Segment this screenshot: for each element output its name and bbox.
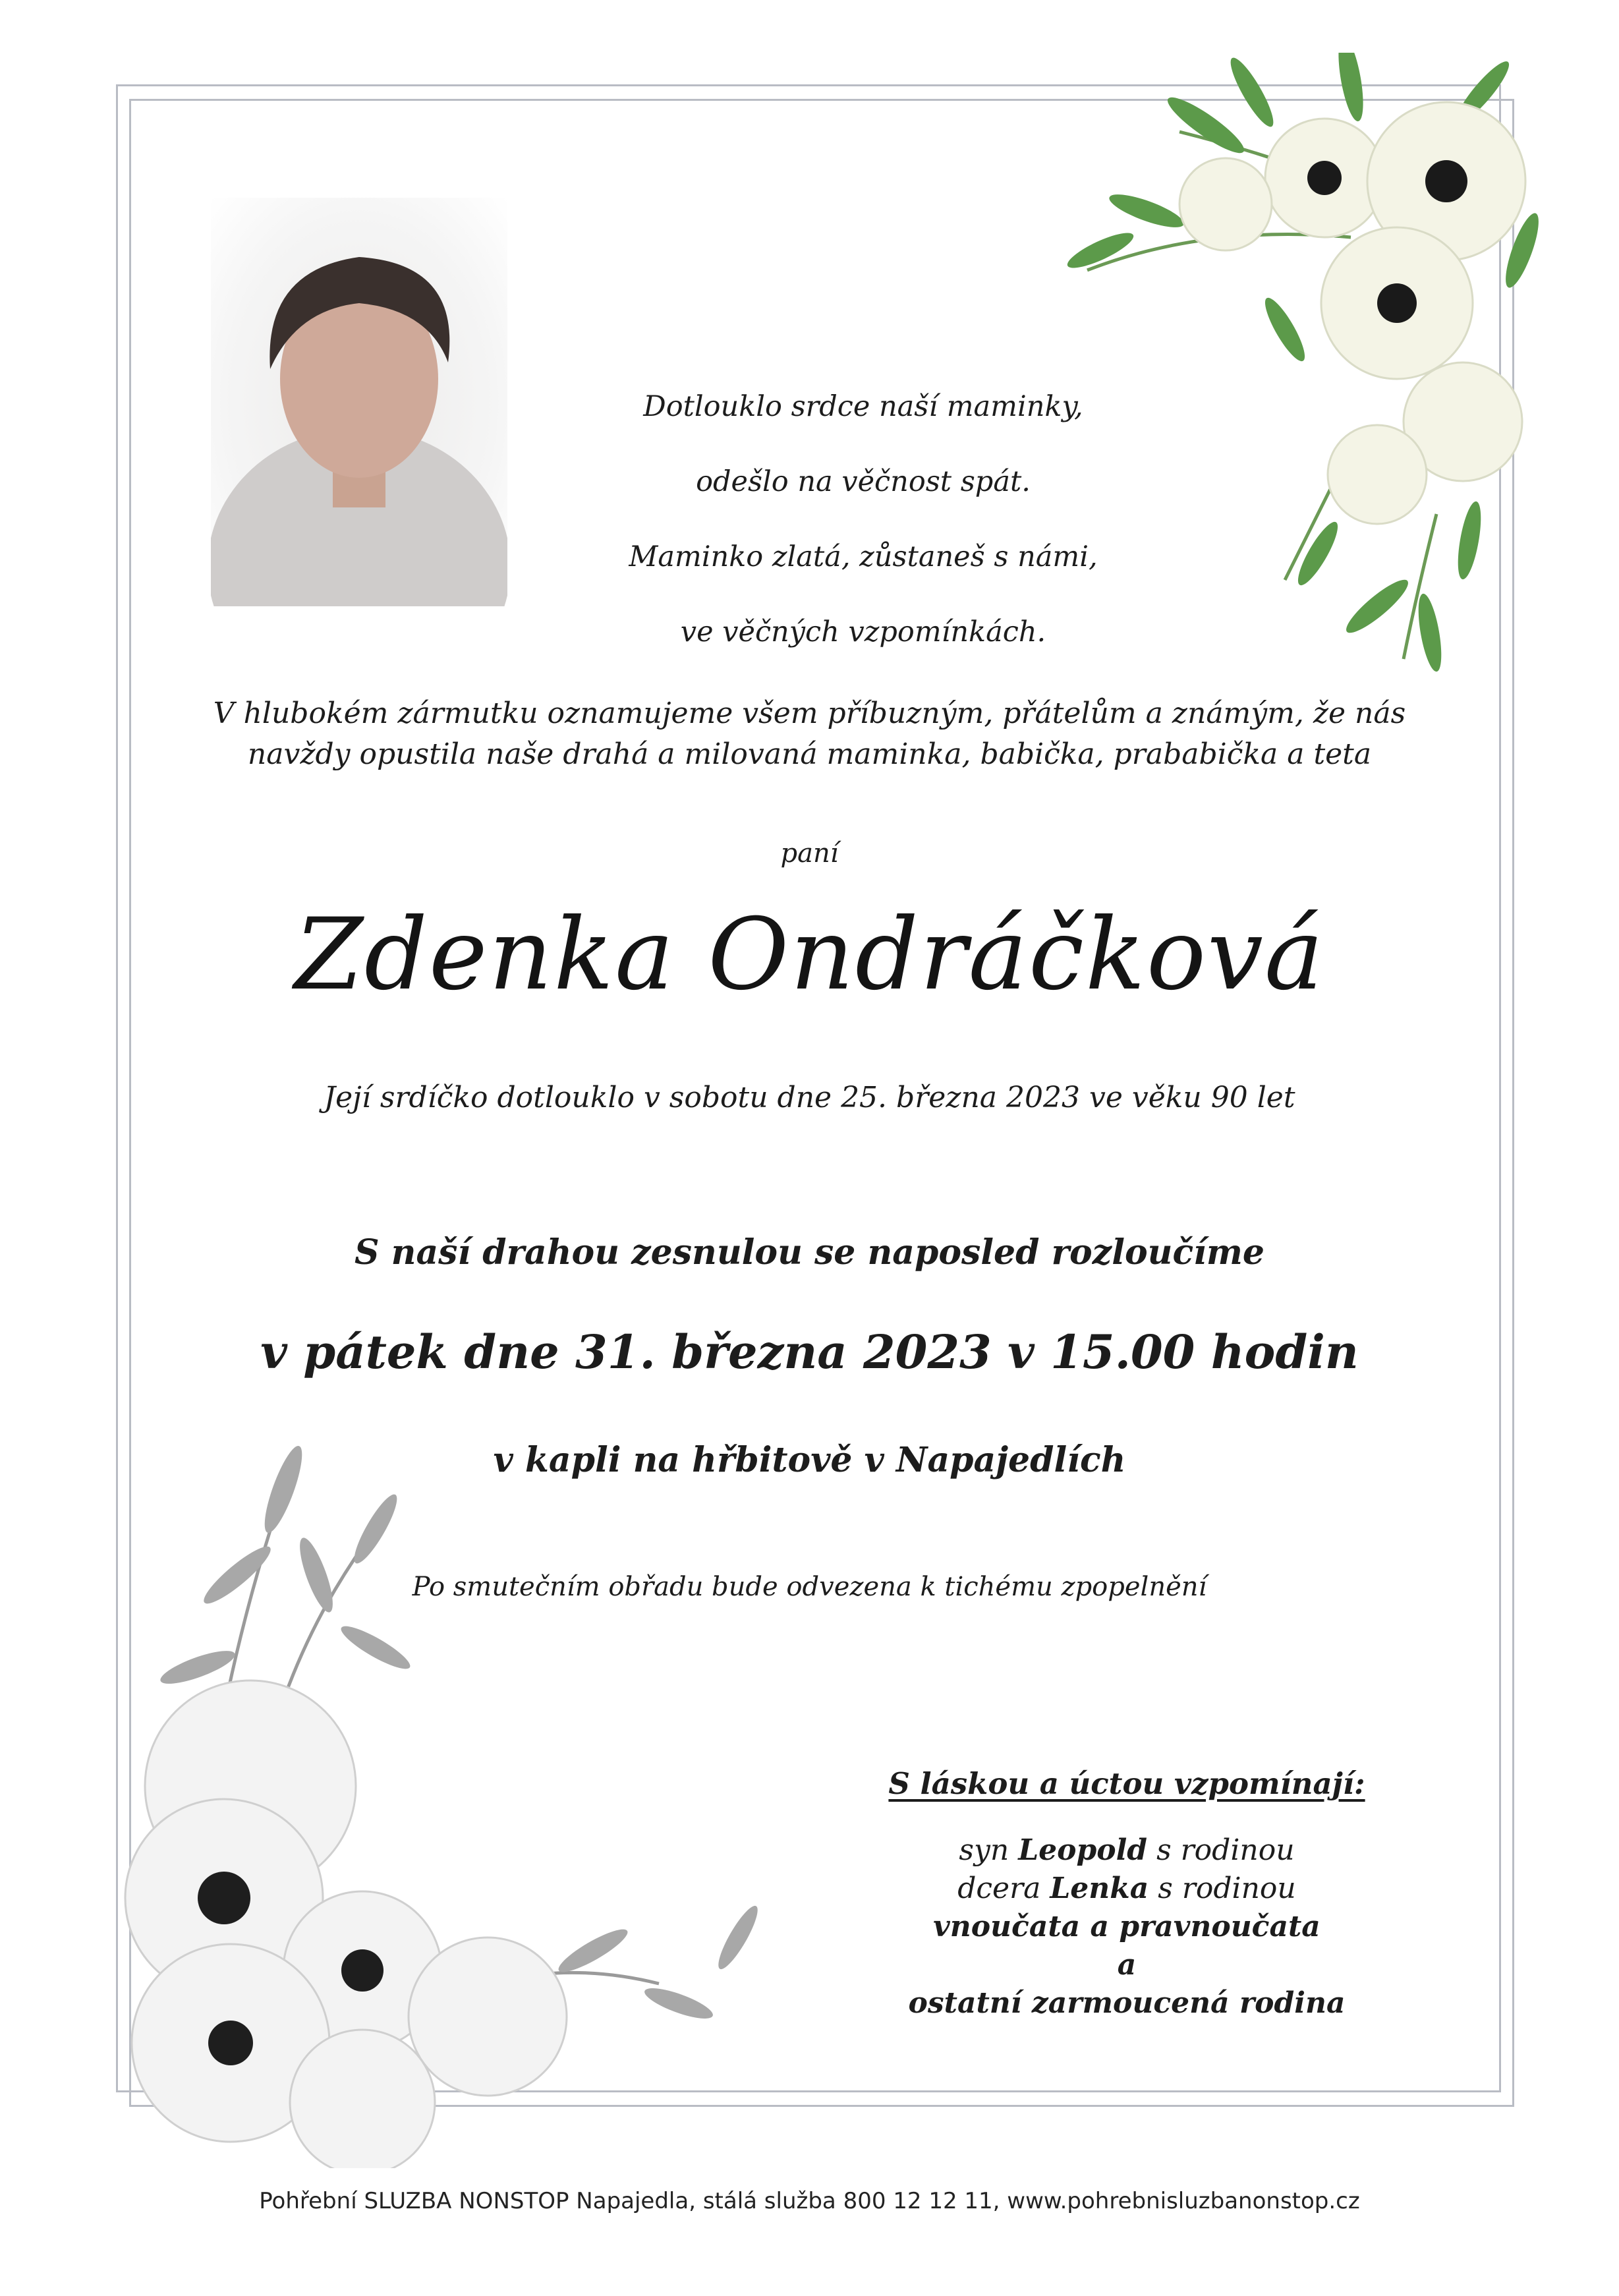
mourner-suffix: s rodinou <box>1158 1872 1296 1905</box>
portrait-photo <box>211 198 507 606</box>
mourner-son <box>830 1831 1423 1870</box>
mourners-list <box>830 1766 1423 2023</box>
mourner-relation: syn <box>959 1833 1009 1867</box>
mourners-heading: S láskou a úctou vzpomínají: <box>888 1766 1365 1801</box>
intro-line: V hlubokém zármutku oznamujeme všem příbuzným, přátelům a známým, že nás <box>213 697 1406 730</box>
farewell-text: S naší drahou zesnulou se naposled rozloučíme <box>355 1232 1264 1273</box>
poem-line: ve věčných vzpomínkách. <box>680 616 1046 648</box>
mourner-suffix: s rodinou <box>1156 1833 1295 1867</box>
ceremony-date-time: v pátek dne 31. března 2023 v 15.00 hodin <box>260 1325 1359 1379</box>
mourner-daughter <box>830 1870 1423 1908</box>
announcement-intro <box>0 693 1619 775</box>
poem-line: Dotlouklo srdce naší maminky, <box>643 390 1083 423</box>
intro-line: navždy opustila naše drahá a milovaná maminka, babička, prababička a teta <box>247 737 1372 771</box>
mourner-and: a <box>1117 1948 1137 1982</box>
title-word: paní <box>780 838 839 869</box>
footer-funeral-service: Pohřební SLUZBA NONSTOP Napajedla, stálá služba 800 12 12 11, www.pohrebnisluzbanonstop.cz <box>259 2188 1360 2214</box>
poem-line: Maminko zlatá, zůstaneš s námi, <box>629 540 1098 573</box>
mourner-family: ostatní zarmoucená rodina <box>908 1986 1346 2020</box>
poem-line: odešlo na věčnost spát. <box>696 465 1031 498</box>
mourner-grandchildren: vnoučata a pravnoučata <box>933 1910 1321 1943</box>
after-ceremony-note: Po smutečním obřadu bude odvezena k tichému zpopelnění <box>412 1572 1207 1602</box>
mourner-name: Lenka <box>1050 1872 1149 1905</box>
death-info: Její srdíčko dotlouklo v sobotu dne 25. března 2023 ve věku 90 let <box>324 1081 1295 1114</box>
deceased-name: Zdenka Ondráčková <box>294 898 1325 1012</box>
mourner-name: Leopold <box>1018 1833 1148 1867</box>
ceremony-place: v kapli na hřbitově v Napajedlích <box>493 1440 1126 1480</box>
poem <box>567 369 1160 670</box>
mourner-relation: dcera <box>957 1872 1041 1905</box>
